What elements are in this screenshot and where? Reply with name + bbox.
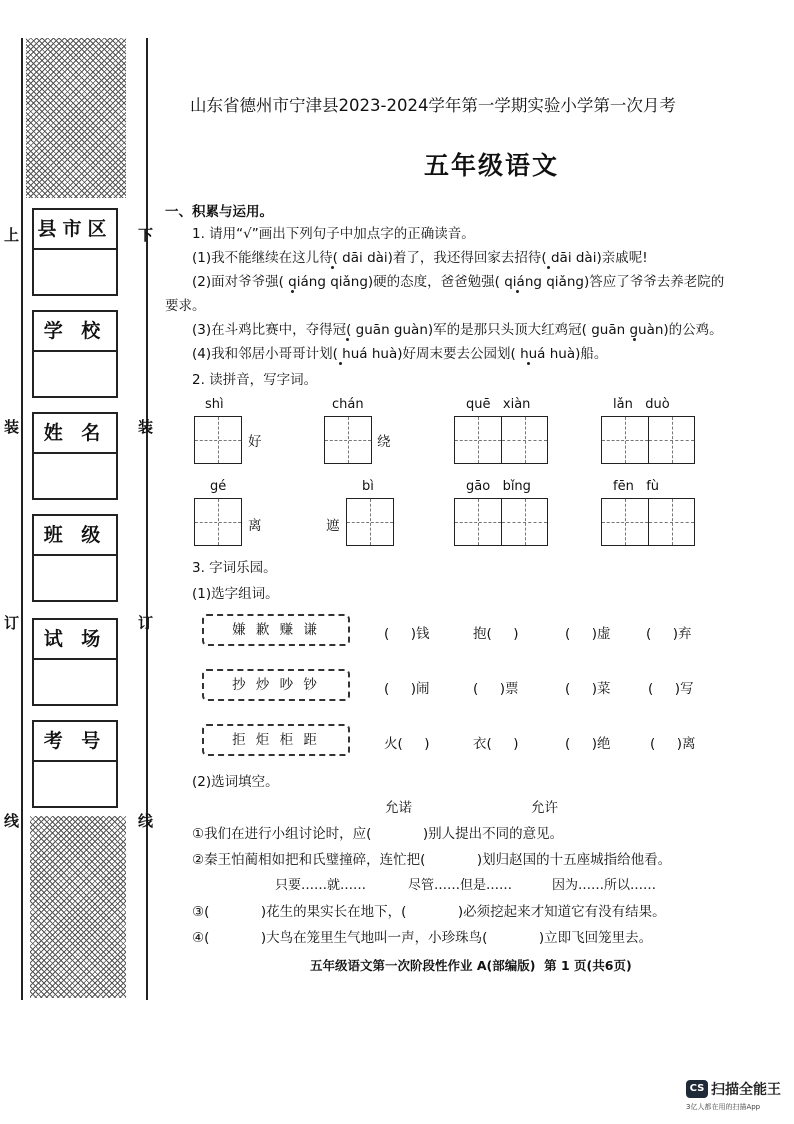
school-title: 山东省德州市宁津县2023-2024学年第一学期实验小学第一次月考 [190, 96, 676, 115]
binding-hatch-bottom [30, 816, 126, 998]
q1-item-1: (1)我不能继续在这儿待( dāi dài)着了，我还得回家去招待( dāi dài)亲戚呢! [192, 250, 648, 266]
char-choice-box-3: 拒 炬 柜 距 [202, 724, 350, 756]
word-blank[interactable]: ( )钱 [384, 626, 430, 642]
fill-sentence-3[interactable]: ③( )花生的果实长在地下，( )必须挖起来才知道它有没有结果。 [192, 904, 666, 920]
info-label: 考 号 [34, 722, 116, 762]
pinyin-lanuo: lǎn duò [613, 397, 670, 412]
fill-sentence-4[interactable]: ④( )大鸟在笼里生气地叫一声，小珍珠鸟( )立即飞回笼里去。 [192, 930, 653, 946]
pinyin-bi: bì [362, 479, 374, 494]
q3-sub1: (1)选字组词。 [192, 586, 279, 602]
scanner-tagline: 3亿人都在用的扫描App [686, 1103, 761, 1111]
section-heading: 一、积累与运用。 [165, 204, 273, 220]
word-blank[interactable]: ( )离 [650, 736, 696, 752]
info-box-class [32, 514, 118, 602]
emphasis-dot [547, 266, 550, 269]
pinyin-chan: chán [332, 397, 364, 412]
binding-line-left [21, 38, 23, 1000]
word-blank[interactable]: 火( ) [384, 736, 430, 752]
word-blank[interactable]: 抱( ) [473, 626, 519, 642]
binding-xian-right: 线 [138, 812, 154, 830]
writing-grid-quexian[interactable] [454, 416, 548, 464]
emphasis-dot [527, 362, 530, 365]
grid-suffix-hao: 好 [248, 434, 262, 450]
pinyin-fenfu: fēn fù [613, 479, 660, 494]
q1-prompt: 1. 请用“√”画出下列句子中加点字的正确读音。 [192, 226, 475, 242]
q3-sub2: (2)选词填空。 [192, 774, 279, 790]
word-option-yunxu: 允许 [531, 800, 558, 816]
word-option-yinwei: 因为……所以…… [552, 878, 657, 893]
q1-item-2-cont: 要求。 [165, 298, 206, 314]
word-option-jinguan: 尽管……但是…… [408, 878, 513, 893]
binding-xian-left: 线 [4, 812, 20, 830]
exam-title: 五年级语文 [424, 151, 560, 180]
word-blank[interactable]: ( )绝 [565, 736, 611, 752]
info-box-name [32, 412, 118, 500]
word-blank[interactable]: ( )弃 [646, 626, 692, 642]
info-label: 试 场 [34, 620, 116, 660]
writing-grid-shi[interactable] [194, 416, 242, 464]
info-label: 姓 名 [34, 414, 116, 454]
grid-suffix-rao: 绕 [377, 434, 391, 450]
word-blank[interactable]: ( )虚 [565, 626, 611, 642]
info-box-number [32, 720, 118, 808]
page-footer: 五年级语文第一次阶段性作业 A(部编版) 第 1 页(共6页) [310, 958, 632, 973]
pinyin-gaobing: gāo bǐng [466, 479, 531, 494]
char-choice-box-1: 嫌 歉 赚 谦 [202, 614, 350, 646]
q2-prompt: 2. 读拼音，写字词。 [192, 372, 318, 388]
emphasis-dot [339, 362, 342, 365]
word-blank[interactable]: ( )票 [473, 681, 519, 697]
binding-zhuang-left: 装 [4, 418, 20, 436]
binding-ding-right: 订 [138, 614, 154, 632]
q1-item-4: (4)我和邻居小哥哥计划( huá huà)好周末要去公园划( huá huà)船。 [192, 346, 608, 362]
binding-xia: 下 [138, 226, 154, 244]
fill-sentence-1[interactable]: ①我们在进行小组讨论时，应( )别人提出不同的意见。 [192, 826, 564, 842]
info-box-county [32, 208, 118, 296]
q3-prompt: 3. 字词乐园。 [192, 560, 277, 576]
writing-grid-chan[interactable] [324, 416, 372, 464]
emphasis-dot [516, 290, 519, 293]
writing-grid-landuo[interactable] [601, 416, 695, 464]
info-label: 班 级 [34, 516, 116, 556]
writing-grid-ge[interactable] [194, 498, 242, 546]
pinyin-shi: shì [205, 397, 224, 412]
binding-zhuang-right: 装 [138, 418, 154, 436]
emphasis-dot [331, 266, 334, 269]
binding-line-right [146, 38, 148, 1000]
info-label: 县市区 [34, 210, 116, 250]
grid-prefix-zhe: 遮 [326, 518, 340, 534]
word-blank[interactable]: 衣( ) [473, 736, 519, 752]
pinyin-ge: gé [210, 479, 227, 494]
fill-sentence-2[interactable]: ②秦王怕蔺相如把和氏璧撞碎，连忙把( )划归赵国的十五座城指给他看。 [192, 852, 672, 868]
char-choice-box-2: 抄 炒 吵 钞 [202, 669, 350, 701]
word-option-yunnuo: 允诺 [385, 800, 412, 816]
binding-hatch-top [26, 38, 126, 198]
emphasis-dot [346, 338, 349, 341]
word-blank[interactable]: ( )闹 [384, 681, 430, 697]
info-box-room [32, 618, 118, 706]
writing-grid-fenfu[interactable] [601, 498, 695, 546]
word-blank[interactable]: ( )写 [648, 681, 694, 697]
binding-shang: 上 [4, 226, 20, 244]
scanner-brand: 扫描全能王 [711, 1082, 781, 1098]
binding-ding-left: 订 [4, 614, 20, 632]
emphasis-dot [633, 338, 636, 341]
word-option-zhiyao: 只要……就…… [275, 878, 367, 893]
word-blank[interactable]: ( )菜 [565, 681, 611, 697]
writing-grid-gaobing[interactable] [454, 498, 548, 546]
info-label: 学 校 [34, 312, 116, 352]
writing-grid-bi[interactable] [346, 498, 394, 546]
emphasis-dot [291, 290, 294, 293]
q1-item-2: (2)面对爷爷强( qiáng qiǎng)硬的态度，爸爸勉强( qiáng qiǎng)答应了爷爷去养老院的 [192, 274, 725, 290]
q1-item-3: (3)在斗鸡比赛中，夺得冠( guān guàn)军的是那只头顶大红鸡冠( guān guàn)的公鸡。 [192, 322, 723, 338]
info-box-school [32, 310, 118, 398]
scanner-logo: CS [686, 1080, 708, 1098]
grid-suffix-li: 离 [248, 518, 262, 534]
pinyin-quexian: quē xiàn [466, 397, 531, 412]
